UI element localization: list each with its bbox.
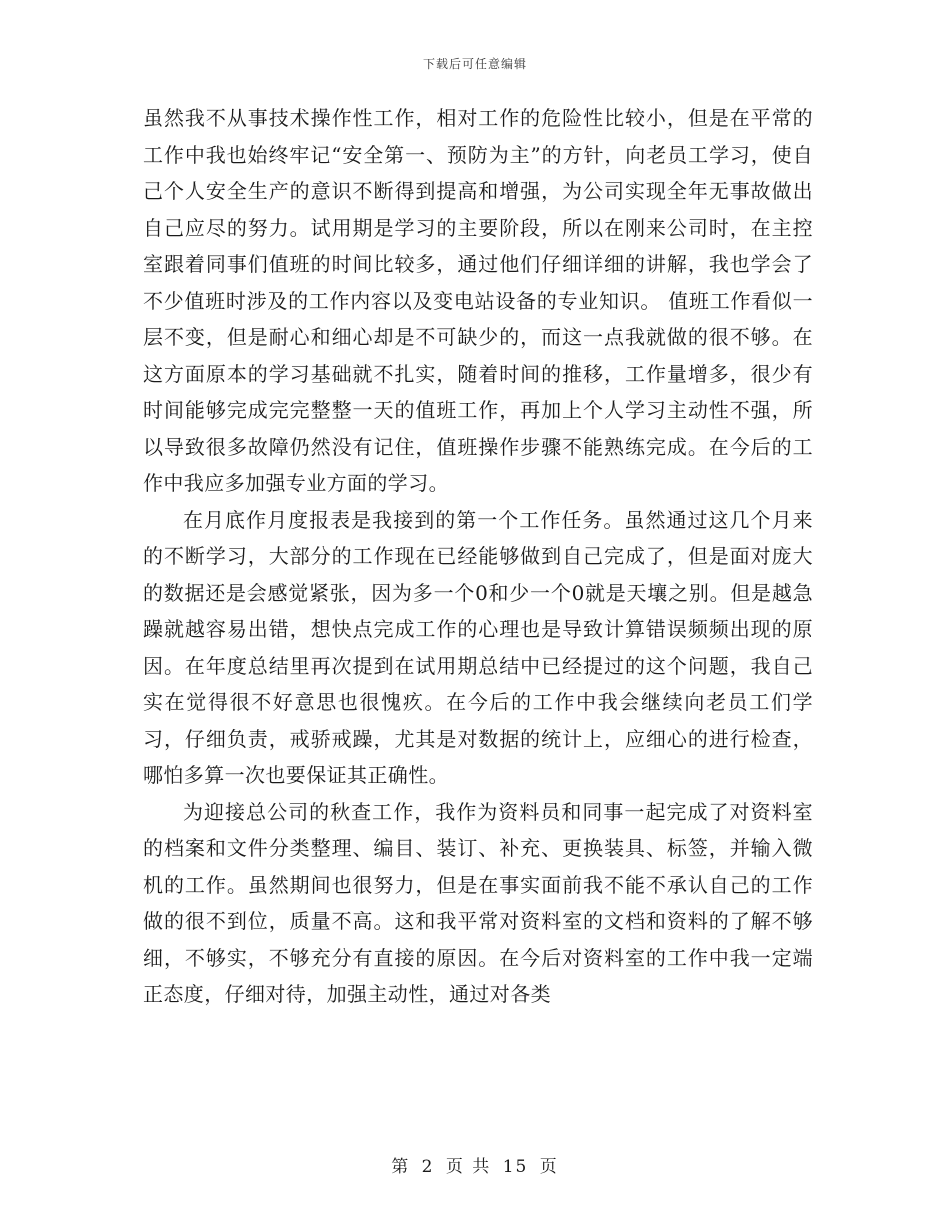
footer-page-number: 2 xyxy=(421,1157,435,1177)
document-body xyxy=(143,100,813,1013)
footer-middle: 页 共 xyxy=(445,1157,492,1177)
footer-total-pages: 15 xyxy=(502,1157,529,1177)
paragraph-3: 为迎接总公司的秋查工作，我作为资料员和同事一起完成了对资料室的档案和文件分类整理、编目、装订、补充、更换装具、标签，并输入微机的工作。虽然期间也很努力，但是在事实面前我不能不承认自己的工作做的很不到位，质量不高。这和我平常对资料室的文档和资料的了解不够细，不够实，不够充分有直接的原因。在今后对资料室的工作中我一定端正态度，仔细对待，加强主动性，通过对各类 xyxy=(143,799,813,1006)
header-note: 下载后可任意编辑 xyxy=(422,57,527,71)
paragraph-2: 在月底作月度报表是我接到的第一个工作任务。虽然通过这几个月来的不断学习，大部分的工作现在已经能够做到自己完成了，但是面对庞大的数据还是会感觉紧张，因为多一个0和少一个0就是天壤之别。但是越急躁就越容易出错，想快点完成工作的心理也是导致计算错误频频出现的原因。在年度总结里再次提到在试用期总结中已经提过的这个问题，我自己实在觉得很不好意思也很愧疚。在今后的工作中我会继续向老员工们学习，仔细负责，戒骄戒躁，尤其是对数据的统计上，应细心的进行检查，哪怕多算一次也要保证其正确性。 xyxy=(143,507,813,787)
footer-prefix: 第 xyxy=(391,1157,411,1177)
footer-suffix: 页 xyxy=(539,1157,559,1177)
paragraph-1: 虽然我不从事技术操作性工作，相对工作的危险性比较小，但是在平常的工作中我也始终牢记“安全第一、预防为主”的方针，向老员工学习，使自己个人安全生产的意识不断得到提高和增强，为公司实现全年无事故做出自己应尽的努力。试用期是学习的主要阶段，所以在刚来公司时，在主控室跟着同事们值班的时间比较多，通过他们仔细详细的讲解，我也学会了不少值班时涉及的工作内容以及变电站设备的专业知识。 值班工作看似一层不变，但是耐心和细心却是不可缺少的，而这一点我就做的很不够。在这方面原本的学习基础就不扎实，随着时间的推移，工作量增多，很少有时间能够完成完完整整一天的值班工作，再加上个人学习主动性不强，所以导致很多故障仍然没有记住，值班操作步骤不能熟练完成。在今后的工作中我应多加强专业方面的学习。 xyxy=(143,106,813,495)
page-footer xyxy=(0,1152,950,1177)
